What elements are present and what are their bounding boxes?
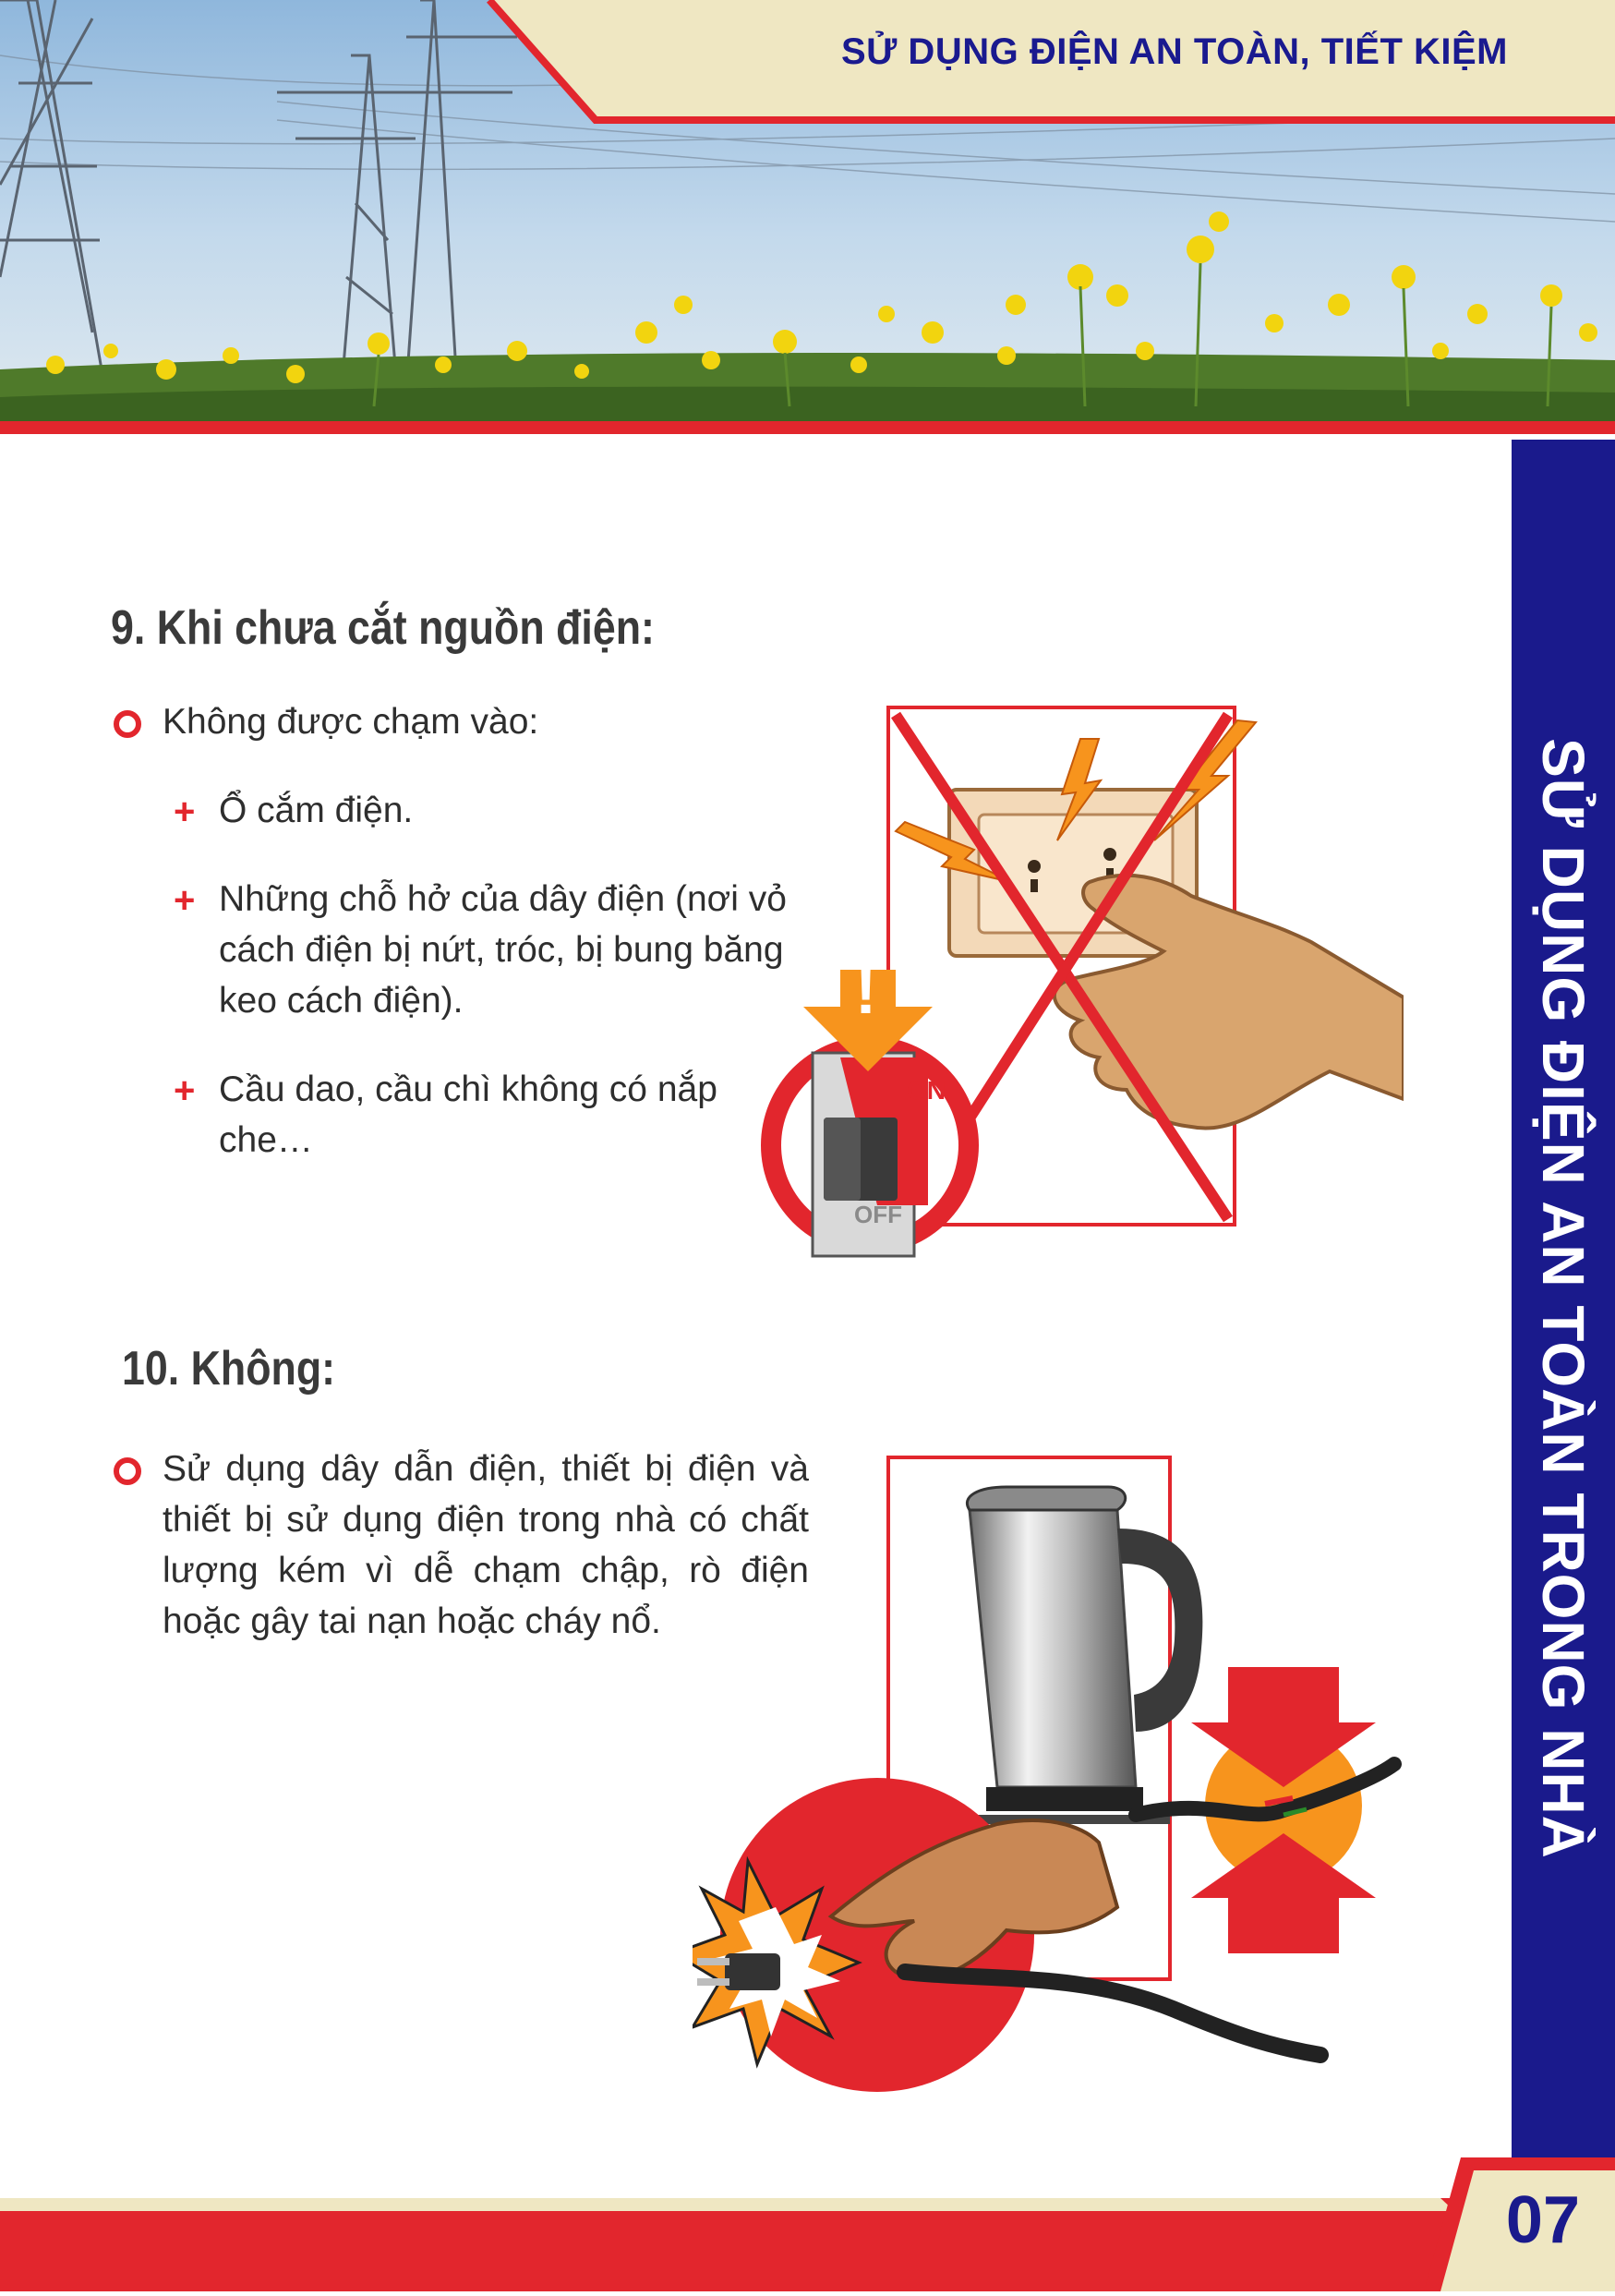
section-10-text: Sử dụng dây dẫn điện, thiết bị điện và thiết bị sử dụng điện trong nhà có chất lượng kém vì dễ chạm chập, rò điện hoặc gây tai nạn hoặc cháy nổ.	[163, 1449, 809, 1641]
plus-bullet-icon: +	[174, 792, 196, 832]
footer-decoration	[0, 2157, 1615, 2291]
plus-bullet-icon: +	[174, 880, 196, 921]
section-9-item: Ổ cắm điện.	[219, 791, 414, 830]
section-9-intro: Không được chạm vào:	[163, 702, 539, 742]
section-9-heading: 9. Khi chưa cắt nguồn điện:	[111, 601, 655, 655]
plus-bullet-icon: +	[174, 1070, 196, 1111]
footer-band	[0, 2157, 1615, 2291]
side-tab	[1512, 440, 1615, 2157]
section-9-item: Cầu dao, cầu chì không có nắp che…	[219, 1069, 717, 1160]
section-10-heading: 10. Không:	[122, 1342, 336, 1396]
switch-on-label: ON	[907, 1076, 946, 1105]
switch-off-label: OFF	[854, 1201, 902, 1228]
exclamation-icon: !	[855, 955, 877, 1027]
header-title: SỬ DỤNG ĐIỆN AN TOÀN, TIẾT KIỆM	[840, 31, 1508, 72]
kettle-cord-illustration	[693, 1455, 1413, 2110]
socket-warning-illustration	[757, 702, 1404, 1311]
damaged-cord-illustration	[693, 1455, 1413, 2110]
circle-bullet-icon	[114, 1457, 141, 1485]
side-tab-title: SỬ DỤNG ĐIỆN AN TOÀN TRONG NHÀ	[1530, 738, 1597, 1859]
page-number: 07	[1505, 2183, 1580, 2257]
circle-bullet-icon	[114, 710, 141, 738]
section-9-item: Những chỗ hở của dây điện (nơi vỏ cách điện bị nứt, tróc, bị bung băng keo cách điện).	[219, 879, 787, 1021]
